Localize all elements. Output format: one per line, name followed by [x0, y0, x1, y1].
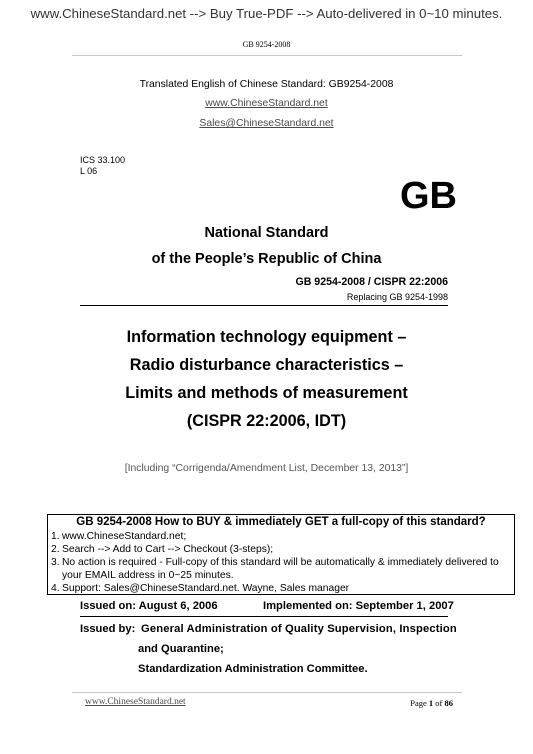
buy-step-number: 2.: [51, 544, 60, 555]
buy-step-1: [51, 531, 186, 542]
title-line4: (CISPR 22:2006, IDT): [186, 412, 347, 430]
website-link-text[interactable]: www.ChineseStandard.net: [205, 98, 328, 109]
header-code: GB 9254-2008: [242, 40, 291, 49]
buy-step-3: [51, 557, 499, 568]
title-line3: Limits and methods of measurement: [125, 384, 408, 402]
email-link[interactable]: [0, 118, 533, 129]
translated-line: Translated English of Chinese Standard: GB9254-2008: [139, 79, 394, 90]
title-line1: Information technology equipment –: [126, 328, 407, 346]
issued-by-line3: Standardization Administration Committee.: [138, 663, 368, 675]
footer-website-text[interactable]: www.ChineseStandard.net: [85, 697, 186, 707]
header-rule: [72, 55, 462, 56]
buy-step-2: [51, 544, 273, 555]
top-banner: www.ChineseStandard.net --> Buy True-PDF --> Auto-delivered in 0~10 minutes.: [30, 6, 503, 21]
corrigenda-note: [Including “Corrigenda/Amendment List, December 13, 2013”]: [124, 463, 409, 474]
buy-step-text: Search --> Add to Cart --> Checkout (3-steps);: [62, 544, 274, 555]
of-label: of: [435, 698, 443, 708]
footer-website-link[interactable]: [85, 697, 186, 707]
buy-step-number: 4.: [51, 583, 60, 594]
dates-rule: [80, 616, 448, 617]
buy-step-text: Support: Sales@ChineseStandard.net. Wayne, Sales manager: [62, 583, 350, 594]
buy-step-text: your EMAIL address in 0~25 minutes.: [62, 570, 234, 581]
buy-step-number: 3.: [51, 557, 60, 568]
buy-info-box: [47, 514, 515, 595]
gb-logo: GB: [400, 175, 457, 217]
issued-by-line2: and Quarantine;: [138, 643, 224, 655]
page-label: Page: [410, 698, 427, 708]
standard-line2: of the People’s Republic of China: [151, 251, 382, 267]
issued-by-line1: General Administration of Quality Supervision, Inspection: [141, 623, 457, 635]
total-pages: 86: [444, 698, 453, 708]
issued-date: Issued on: August 6, 2006: [80, 600, 218, 612]
buy-step-4: [51, 583, 349, 594]
title-line2: Radio disturbance characteristics –: [129, 356, 404, 374]
replacing-note: Replacing GB 9254-1998: [346, 292, 448, 302]
website-link[interactable]: [0, 98, 533, 109]
email-link-text[interactable]: Sales@ChineseStandard.net: [199, 118, 334, 129]
ics-code: ICS 33.100: [80, 155, 126, 165]
standard-line1: National Standard: [204, 225, 329, 241]
standard-rule: [80, 305, 448, 306]
standard-number: GB 9254-2008 / CISPR 22:2006: [295, 276, 448, 288]
implemented-date: Implemented on: September 1, 2007: [263, 600, 454, 612]
buy-step-text: www.ChineseStandard.net;: [62, 531, 187, 542]
page-number: [410, 698, 453, 708]
current-page: 1: [428, 698, 434, 708]
ccs-code: L 06: [80, 166, 98, 176]
buy-box-title: GB 9254-2008 How to BUY & immediately GET a full-copy of this standard?: [76, 516, 486, 528]
buy-step-text: No action is required - Full-copy of this standard will be automatically & immediately delivered to: [62, 557, 499, 568]
buy-step-3-cont: [51, 570, 234, 581]
footer-rule: [72, 692, 462, 693]
buy-step-number: 1.: [51, 531, 60, 542]
issued-by-label: Issued by:: [80, 623, 136, 635]
